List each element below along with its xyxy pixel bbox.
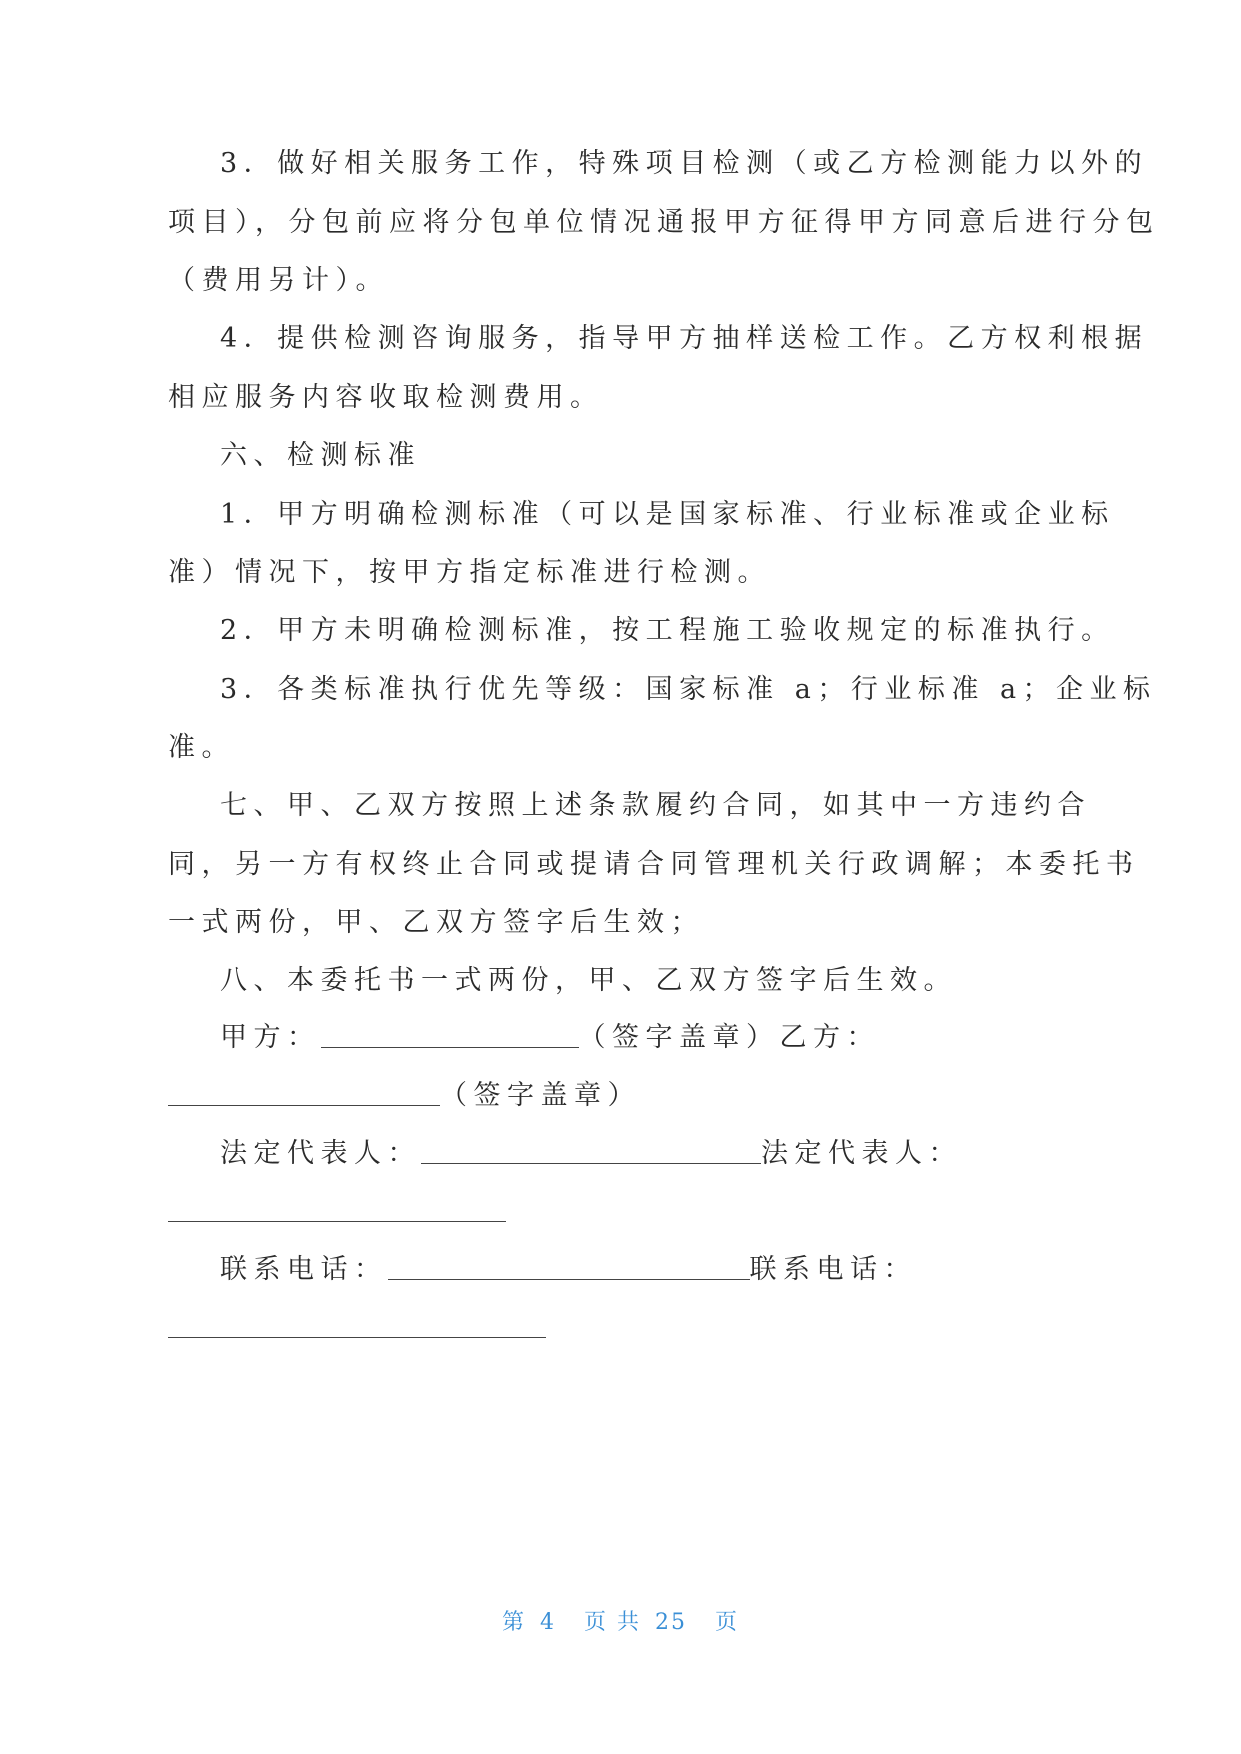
paragraph-line: 准）情况下，按甲方指定标准进行检测。 <box>168 557 771 588</box>
phone-a-blank[interactable] <box>388 1257 750 1280</box>
paragraph-line: 1．甲方明确检测标准（可以是国家标准、行业标准或企业标 <box>220 499 1115 530</box>
party-b-signature-line <box>168 1082 641 1109</box>
phone-b-blank[interactable] <box>168 1315 546 1338</box>
paragraph-line: 4．提供检测咨询服务，指导甲方抽样送检工作。乙方权利根据 <box>220 323 1149 354</box>
phone-label: 联系电话： <box>749 1254 917 1285</box>
paragraph-line: 2．甲方未明确检测标准，按工程施工验收规定的标准执行。 <box>220 615 1115 646</box>
paragraph-line: 准。 <box>168 732 235 763</box>
phone-b-line <box>168 1314 546 1341</box>
party-a-label: 甲方： <box>220 1022 321 1053</box>
paragraph-line: 一式两份，甲、乙双方签字后生效； <box>168 907 704 938</box>
paragraph-line: 相应服务内容收取检测费用。 <box>168 382 604 413</box>
party-a-signature-blank[interactable] <box>321 1025 579 1048</box>
total-pages-number: 25 <box>655 1610 687 1635</box>
party-a-signature-line <box>220 1024 880 1051</box>
legal-rep-line <box>220 1140 962 1167</box>
legal-rep-b-line <box>168 1198 506 1225</box>
legal-rep-label: 法定代表人： <box>761 1138 962 1169</box>
paragraph-line: 3．各类标准执行优先等级：国家标准 a；行业标准 a；企业标 <box>220 674 1157 705</box>
footer-prefix: 第 <box>501 1610 526 1635</box>
page-footer <box>0 1612 1241 1634</box>
seal-label: （签字盖章）乙方： <box>578 1022 880 1053</box>
phone-label: 联系电话： <box>220 1254 388 1285</box>
paragraph-line: 七、甲、乙双方按照上述条款履约合同，如其中一方违约合 <box>220 790 1091 821</box>
phone-line <box>220 1256 917 1283</box>
legal-rep-label: 法定代表人： <box>220 1138 421 1169</box>
legal-rep-b-blank[interactable] <box>168 1199 506 1222</box>
current-page-number: 4 <box>540 1610 556 1635</box>
section-heading: 六、检测标准 <box>220 440 421 471</box>
paragraph-line: 同，另一方有权终止合同或提请合同管理机关行政调解；本委托书 <box>168 849 1140 880</box>
legal-rep-a-blank[interactable] <box>421 1141 761 1164</box>
paragraph-line: 3．做好相关服务工作，特殊项目检测（或乙方检测能力以外的 <box>220 148 1149 179</box>
seal-label: （签字盖章） <box>440 1080 641 1111</box>
paragraph-line: （费用另计）。 <box>168 265 389 296</box>
footer-middle: 页 共 <box>584 1610 641 1635</box>
paragraph-line: 八、本委托书一式两份，甲、乙双方签字后生效。 <box>220 965 957 996</box>
party-b-signature-blank[interactable] <box>168 1083 440 1106</box>
footer-suffix: 页 <box>715 1610 740 1635</box>
paragraph-line: 项目），分包前应将分包单位情况通报甲方征得甲方同意后进行分包 <box>168 207 1160 238</box>
